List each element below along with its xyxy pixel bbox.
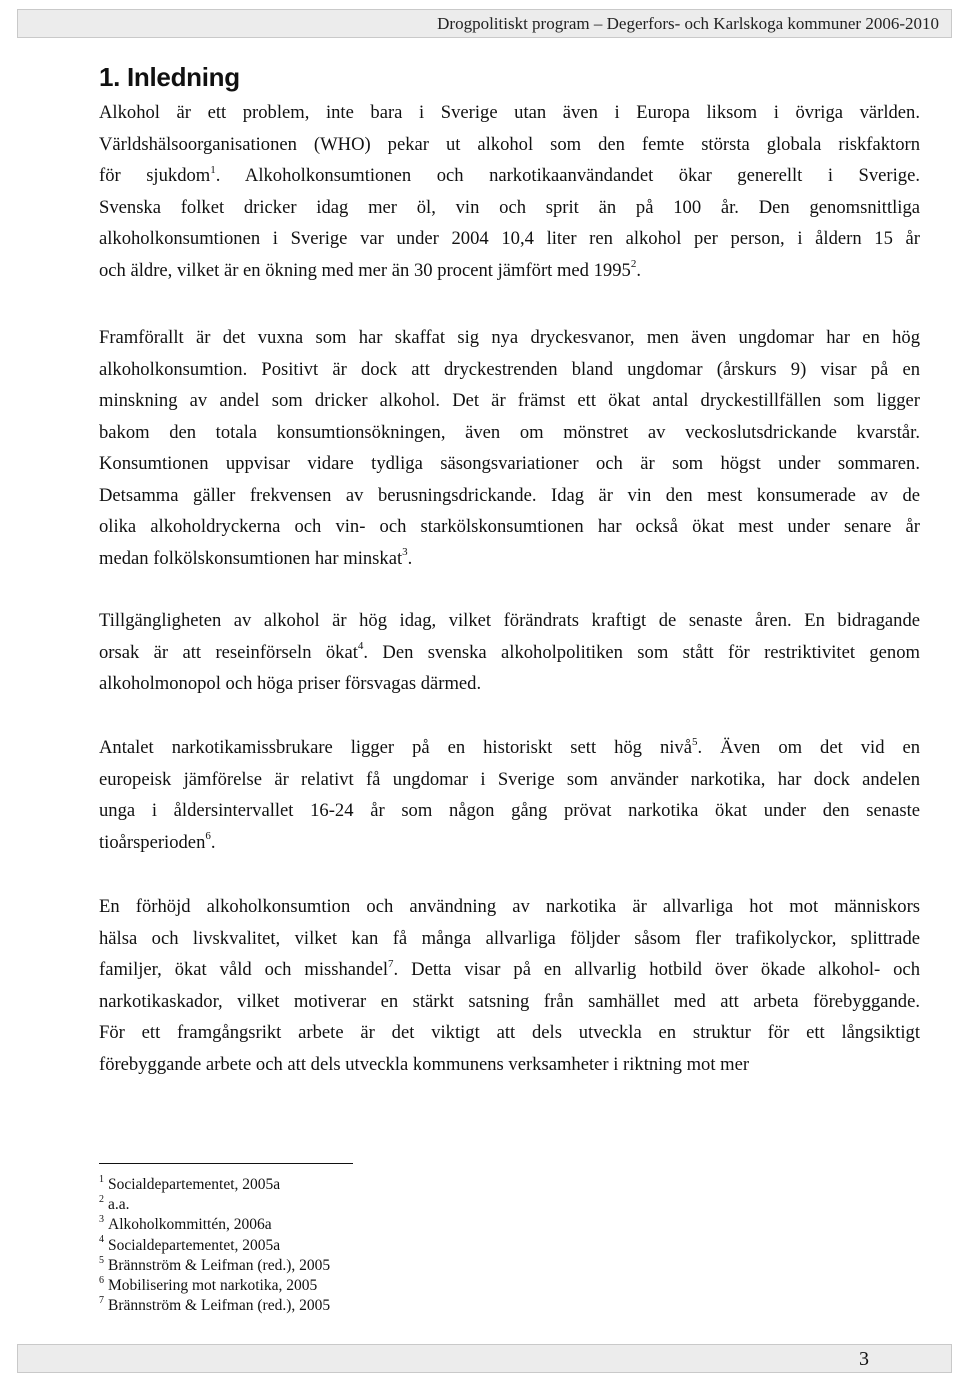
text-segment: En förhöjd alkoholkonsumtion och användning av narkotika är allvarliga hot mot människors [99,896,920,917]
text-segment: . Även om det vid en [697,737,920,758]
footnote-reference: 6 [205,830,211,843]
text-segment: Framförallt är det vuxna som har skaffat sig nya dryckesvanor, men även ungdomar har en hög [99,327,920,348]
text-line [99,1017,920,1049]
footnote-text: a.a. [108,1196,130,1214]
text-segment: Detsamma gäller frekvensen av berusningsdrickande. Idag är vin den mest konsumerade av de [99,484,920,506]
text-segment: Konsumtionen uppvisar vidare tydliga säsongsvariationer och är som högst under sommaren. [99,453,920,474]
text-line [99,129,920,161]
text-line [99,322,920,354]
footnote-number: 5 [99,1254,104,1266]
footnote-reference: 4 [357,640,364,653]
footnote-item [99,1195,330,1215]
text-segment: . [407,547,413,569]
text-segment: alkoholkonsumtion. Positivt är dock att dryckestrenden bland ungdomar (årskurs 9) visar på en [99,358,920,380]
text-line [99,764,920,796]
text-line [99,385,920,417]
text-segment: och äldre, vilket är en ökning med mer än 30 procent jämfört med 1995 [99,259,631,281]
text-line [99,97,920,129]
footnote-reference: 7 [388,957,394,970]
text-segment: familjer, ökat våld och misshandel [99,959,389,980]
footnote-number: 2 [99,1194,104,1206]
text-segment: Världshälsoorganisationen (WHO) pekar ut alkohol som den femte största globala riskfaktorn [99,133,920,155]
footnote-reference: 1 [210,163,216,176]
document-title: Drogpolitiskt program – Degerfors- och Karlskoga kommuner 2006-2010 [437,14,939,33]
footnote-reference: 5 [691,735,698,748]
footnote-text: Socialdepartementet, 2005a [108,1176,281,1193]
footnote-number: 3 [99,1214,104,1226]
footnote-text: Socialdepartementet, 2005a [108,1236,281,1254]
footnote-separator [99,1163,353,1164]
footnote-reference: 3 [402,546,408,559]
text-line [99,255,920,287]
text-line [99,511,920,543]
text-segment: Antalet narkotikamissbrukare ligger på en historiskt sett hög nivå [99,737,692,758]
paragraph-narcotics [99,732,920,858]
text-line [99,605,920,637]
text-line [99,354,920,386]
text-segment: europeisk jämförelse är relativt få ungdomar i Sverige som använder narkotika, har dock andelen [99,768,920,790]
text-line [99,732,920,764]
text-segment: . Alkoholkonsumtionen och narkotikaanvändandet ökar generellt i Sverige. [215,165,920,186]
text-line [99,827,920,859]
footnote-number: 7 [99,1295,104,1307]
text-segment: medan folkölskonsumtionen har minskat [99,547,403,569]
page-footer [17,1344,952,1373]
footnote-item [99,1175,330,1195]
text-segment: tioårsperioden [99,831,206,853]
text-segment: alkoholmonopol och höga priser försvagas därmed. [99,673,482,694]
text-line [99,192,920,224]
text-segment: För ett framgångsrikt arbete är det viktigt att dels utveckla en struktur för ett långsiktigt [99,1022,920,1043]
text-line [99,923,920,955]
text-segment: olika alkoholdryckerna och vin- och starkölskonsumtionen har också ökat mest under senare år [99,516,920,537]
section-heading: 1. Inledning [99,62,240,92]
text-line [99,986,920,1018]
footnote-item [99,1256,330,1276]
text-line [99,891,920,923]
text-line [99,543,920,575]
text-segment: orsak är att reseinförseln ökat [99,641,358,663]
text-line [99,954,920,986]
text-segment: . [636,259,641,281]
text-segment: hälsa och livskvalitet, vilket kan få många allvarliga följder såsom fler trafikolyckor, splittrade [99,927,920,949]
footnote-item [99,1215,330,1235]
text-line [99,417,920,449]
paragraph-drinking-habits [99,322,920,574]
text-segment: alkoholkonsumtionen i Sverige var under 2004 10,4 liter ren alkohol per person, i åldern 15 år [99,228,920,249]
text-line [99,223,920,255]
text-segment: minskning av andel som dricker alkohol. Det är främst ett ökat antal dryckestillfällen som ligger [99,390,920,411]
text-segment: unga i åldersintervallet 16-24 år som någon gång prövat narkotika ökat under den senaste [99,800,920,821]
text-line [99,795,920,827]
text-line [99,448,920,480]
text-segment: . Den svenska alkoholpolitiken som stått för restriktivitet genom [363,641,920,663]
text-segment: narkotikaskador, vilket motiverar en stärkt satsning från samhället med att arbeta förebyggande. [99,990,920,1012]
footnote-reference: 2 [630,258,637,271]
page-header [17,9,952,38]
text-segment: Tillgängligheten av alkohol är hög idag, vilket förändrats kraftigt de senaste åren. En bidragande [99,610,920,631]
footnote-text: Brännström & Leifman (red.), 2005 [108,1256,331,1274]
paragraph-availability [99,605,920,700]
footnote-text: Alkoholkommittén, 2006a [108,1216,272,1234]
paragraph-consequences [99,891,920,1080]
text-segment: Alkohol är ett problem, inte bara i Sverige utan även i Europa liksom i övriga världen. [99,102,920,123]
paragraph-alcohol-intro [99,97,920,286]
text-segment: . Detta visar på en allvarlig hotbild över ökade alkohol- och [393,959,920,980]
footnote-number: 4 [99,1234,104,1246]
text-line [99,637,920,669]
text-line [99,160,920,192]
footnote-text: Brännström & Leifman (red.), 2005 [108,1297,331,1315]
footnote-number: 1 [99,1173,104,1185]
text-line [99,480,920,512]
footnote-item [99,1276,330,1296]
text-segment: . [210,831,216,853]
text-line [99,668,920,700]
text-segment: bakom den totala konsumtionsökningen, även om mönstret av veckoslutsdrickande kvarstår. [99,421,920,443]
text-segment: Svenska folket dricker idag mer öl, vin och sprit än på 100 år. Den genomsnittliga [99,196,920,218]
text-line [99,1049,920,1081]
text-segment: för sjukdom [99,165,211,186]
footnote-list [99,1175,330,1316]
footnote-number: 6 [99,1274,104,1286]
footnote-text: Mobilisering mot narkotika, 2005 [108,1277,318,1295]
page-number: 3 [859,1348,869,1370]
footnote-item [99,1296,330,1316]
text-segment: förebyggande arbete och att dels utveckla kommunens verksamheter i riktning mot mer [99,1053,750,1075]
footnote-item [99,1236,330,1256]
